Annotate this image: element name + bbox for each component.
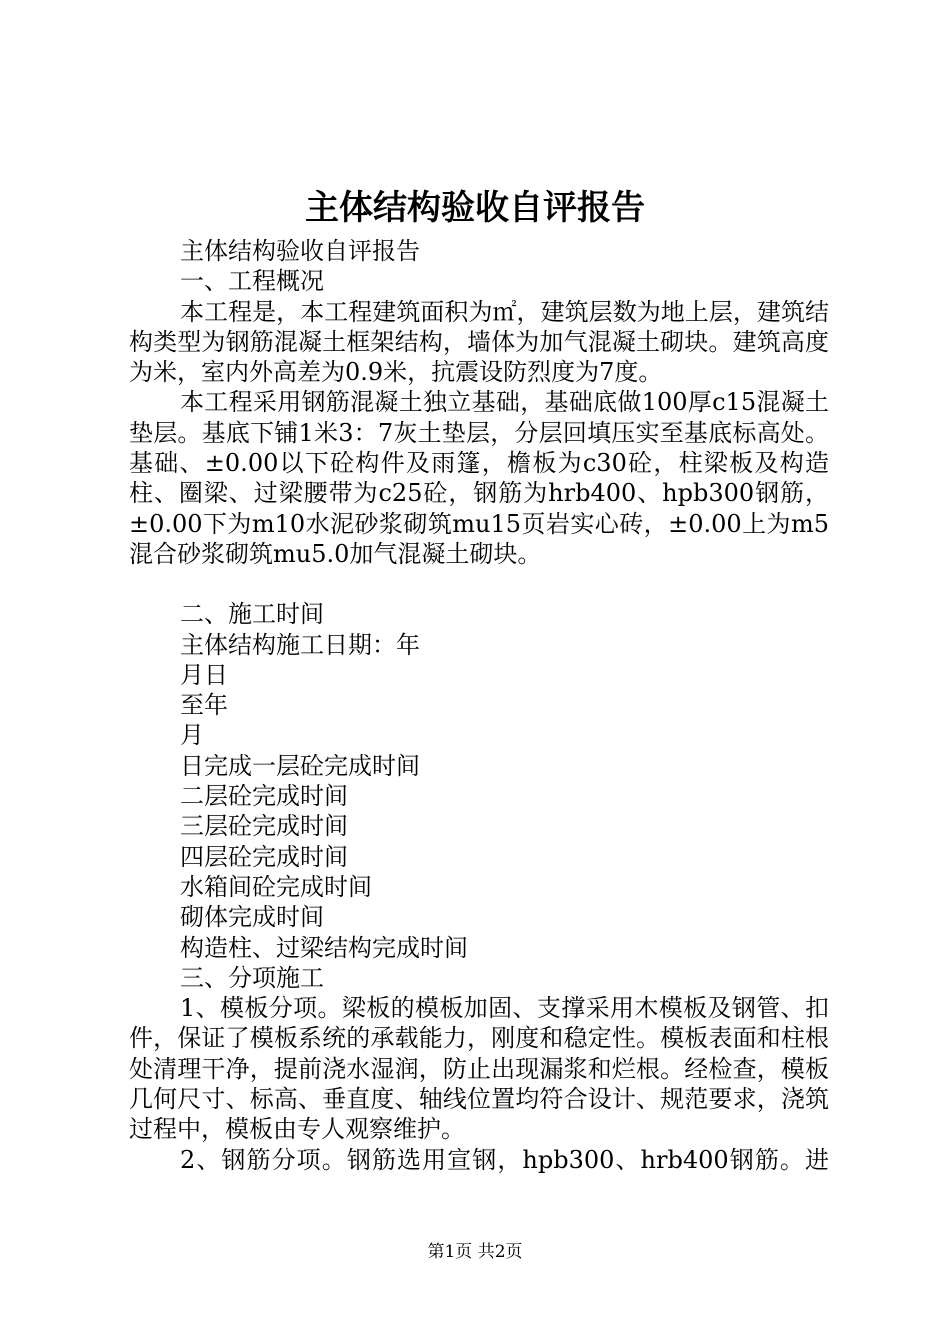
schedule-line: 月 xyxy=(180,721,204,750)
schedule-line: 构造柱、过梁结构完成时间 xyxy=(180,933,468,962)
document-body xyxy=(129,236,829,1175)
blank-line xyxy=(129,569,829,599)
schedule-line: 四层砼完成时间 xyxy=(180,842,348,871)
paragraph-foundation: 本工程采用钢筋混凝土独立基础，基础底做100厚c15混凝土垫层。基底下铺1米3：7灰土垫层，分层回填压实至基底标高处。基础、±0.00以下砼构件及雨篷，檐板为c30砼，柱梁板及构造柱、圈梁、过梁腰带为c25砼，钢筋为hrb400、hpb300钢筋，±0.00下为m10水泥砂浆砌筑mu15页岩实心砖，±0.00上为m5混合砂浆砌筑mu5.0加气混凝土砌块。 xyxy=(129,388,829,568)
schedule-line: 二层砼完成时间 xyxy=(180,782,348,811)
page-number-footer: 第1页 共2页 xyxy=(427,1242,523,1262)
document-title: 主体结构验收自评报告 xyxy=(305,188,645,228)
section-heading-schedule: 二、施工时间 xyxy=(180,600,324,629)
paragraph-rebar: 2、钢筋分项。钢筋选用宣钢，hpb300、hrb400钢筋。进 xyxy=(180,1145,829,1174)
document-subtitle: 主体结构验收自评报告 xyxy=(180,237,420,265)
schedule-line: 月日 xyxy=(180,660,228,689)
schedule-line: 日完成一层砼完成时间 xyxy=(180,751,420,780)
paragraph-formwork: 1、模板分项。梁板的模板加固、支撑采用木模板及钢管、扣件，保证了模板系统的承载能力，刚度和稳定性。模板表面和柱根处清理干净，提前浇水湿润，防止出现漏浆和烂根。经检查，模板几何尺寸、标高、垂直度、轴线位置均符合设计、规范要求，浇筑过程中，模板由专人观察维护。 xyxy=(129,994,829,1144)
schedule-line: 主体结构施工日期：年 xyxy=(180,630,420,659)
schedule-line: 水箱间砼完成时间 xyxy=(180,872,372,901)
paragraph-overview: 本工程是，本工程建筑面积为㎡，建筑层数为地上层，建筑结构类型为钢筋混凝土框架结构，墙体为加气混凝土砌块。建筑高度为米，室内外高差为0.9米，抗震设防烈度为7度。 xyxy=(129,297,829,387)
section-heading-subitems: 三、分项施工 xyxy=(180,963,324,992)
schedule-line: 至年 xyxy=(180,691,228,720)
section-heading-overview: 一、工程概况 xyxy=(180,267,324,296)
schedule-line: 三层砼完成时间 xyxy=(180,812,348,841)
schedule-line: 砌体完成时间 xyxy=(180,903,324,932)
